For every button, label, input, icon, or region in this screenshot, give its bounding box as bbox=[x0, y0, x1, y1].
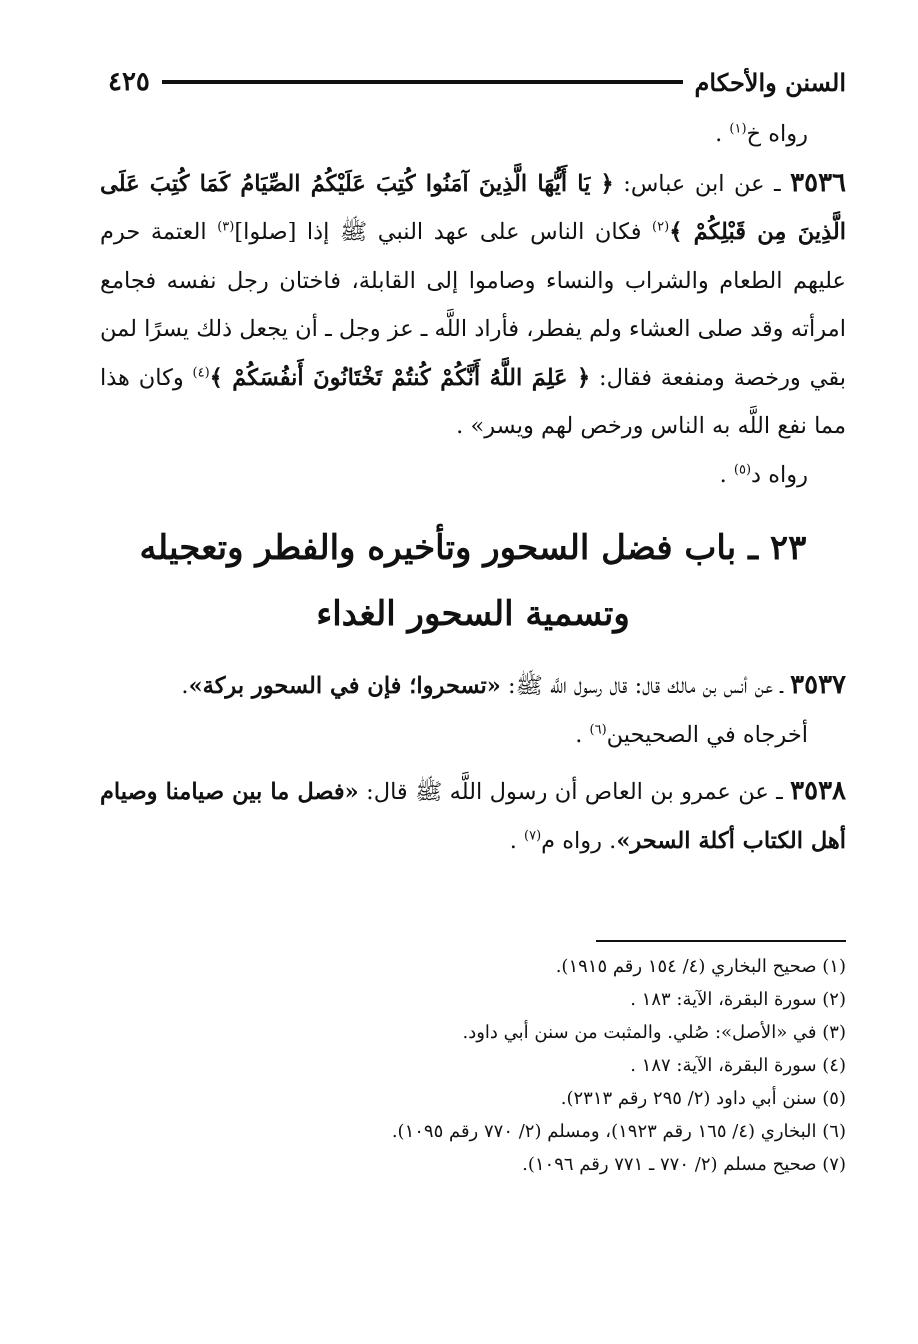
hadith-number: ٣٥٣٦ bbox=[790, 167, 846, 198]
hadith-number: ٣٥٣٨ bbox=[790, 776, 846, 806]
footnote-separator bbox=[596, 940, 846, 942]
footnote-ref-7: (٧) bbox=[524, 828, 542, 843]
chapter-heading-line-2: وتسمية السحور الغداء bbox=[316, 594, 630, 634]
hadith-text: فكان الناس على عهد النبي ﷺ إذا [صلوا] bbox=[234, 219, 653, 245]
hadith-3536 bbox=[100, 159, 846, 451]
hadith-text: . رواه م bbox=[541, 827, 617, 854]
footnote-2: (٢) سورة البقرة، الآية: ١٨٣ . bbox=[630, 989, 846, 1010]
hadith-number: ٣٥٣٧ bbox=[790, 670, 846, 700]
hadith-3537 bbox=[100, 661, 846, 711]
narration-text: أخرجاه في الصحيحين bbox=[606, 721, 808, 748]
quran-verse: ﴿ عَلِمَ اللَّهُ أَنَّكُمْ كُنتُمْ تَخْتَانُونَ أَنفُسَكُمْ ﴾ bbox=[209, 364, 591, 391]
footnote-1: (١) صحيح البخاري (٤/ ١٥٤ رقم ١٩١٥). bbox=[555, 956, 846, 977]
chapter-heading-line-1: ٢٣ ـ باب فضل السحور وتأخيره والفطر وتعجيله bbox=[139, 528, 807, 568]
narration-text: رواه د bbox=[751, 461, 808, 488]
page-number: ٤٢٥ bbox=[108, 67, 150, 97]
narration-note-3 bbox=[100, 711, 846, 760]
hadith-text: العتمة حرم عليهم الطعام والشراب والنساء وصاموا إلى القابلة، فاختان رجل نفسه فجامع امرأته وقد صلى العشاء ولم يفطر، فأراد اللَّه ـ عز وجل ـ أن يجعل ذلك يسرًا لمن بقي ورخصة ومنفعة فقال: bbox=[100, 219, 846, 391]
footnote-ref-6: (٦) bbox=[589, 722, 607, 737]
footnote-7: (٧) صحيح مسلم (٢/ ٧٧٠ ـ ٧٧١ رقم ١٠٩٦). bbox=[522, 1154, 846, 1175]
footnote-ref-2: (٢) bbox=[652, 219, 670, 235]
hadith-text: ـ عن أنس بن مالك قال: قال رسول اللَّه ﷺ: bbox=[500, 673, 791, 699]
header-rule bbox=[162, 80, 683, 84]
hadith-end: . bbox=[181, 673, 189, 699]
footnote-6: (٦) البخاري (٤/ ١٦٥ رقم ١٩٢٣)، ومسلم (٢/ ٧٧٠ رقم ١٠٩٥). bbox=[391, 1121, 846, 1142]
narration-end: . bbox=[719, 461, 734, 488]
narration-note-2 bbox=[100, 451, 846, 500]
narration-end: . bbox=[715, 121, 730, 147]
page-header bbox=[108, 62, 846, 102]
footnote-3: (٣) في «الأصل»: صُلي. والمثبت من سنن أبي داود. bbox=[462, 1022, 846, 1043]
footnote-ref-1: (١) bbox=[729, 121, 747, 137]
chapter-heading bbox=[100, 515, 846, 647]
narration-note-1 bbox=[100, 110, 846, 159]
footnote-ref-3: (٣) bbox=[217, 219, 235, 235]
narration-text: رواه خ bbox=[746, 121, 808, 147]
footnote-4: (٤) سورة البقرة، الآية: ١٨٧ . bbox=[630, 1055, 846, 1076]
running-title: السنن والأحكام bbox=[694, 67, 846, 97]
prophetic-saying: «تسحروا؛ فإن في السحور بركة» bbox=[188, 673, 501, 699]
quran-verse: ﴿ يَا أَيُّهَا الَّذِينَ آمَنُوا كُتِبَ عَلَيْكُمُ الصِّيَامُ كَمَا كُتِبَ عَلَى الَّذِينَ مِن قَبْلِكُمْ ﴾ bbox=[100, 170, 846, 245]
footnote-ref-4: (٤) bbox=[192, 365, 210, 380]
hadith-text: ـ عن ابن عباس: bbox=[613, 170, 791, 197]
footnote-ref-5: (٥) bbox=[733, 462, 752, 477]
hadith-text: ـ عن عمرو بن العاص أن رسول اللَّه ﷺ قال: bbox=[358, 779, 791, 805]
hadith-end: . bbox=[509, 827, 525, 854]
footnote-5: (٥) سنن أبي داود (٢/ ٢٩٥ رقم ٢٣١٣). bbox=[560, 1088, 846, 1109]
prophetic-saying: «فصل ما بين صيامنا وصيام أهل الكتاب أكلة السحر» bbox=[100, 779, 846, 854]
main-text bbox=[100, 110, 846, 865]
footnotes bbox=[100, 950, 846, 1181]
hadith-3538 bbox=[100, 767, 846, 865]
narration-end: . bbox=[575, 721, 590, 748]
hadith-text: وكان هذا مما نفع اللَّه به الناس ورخص لهم ويسر» . bbox=[100, 364, 846, 439]
